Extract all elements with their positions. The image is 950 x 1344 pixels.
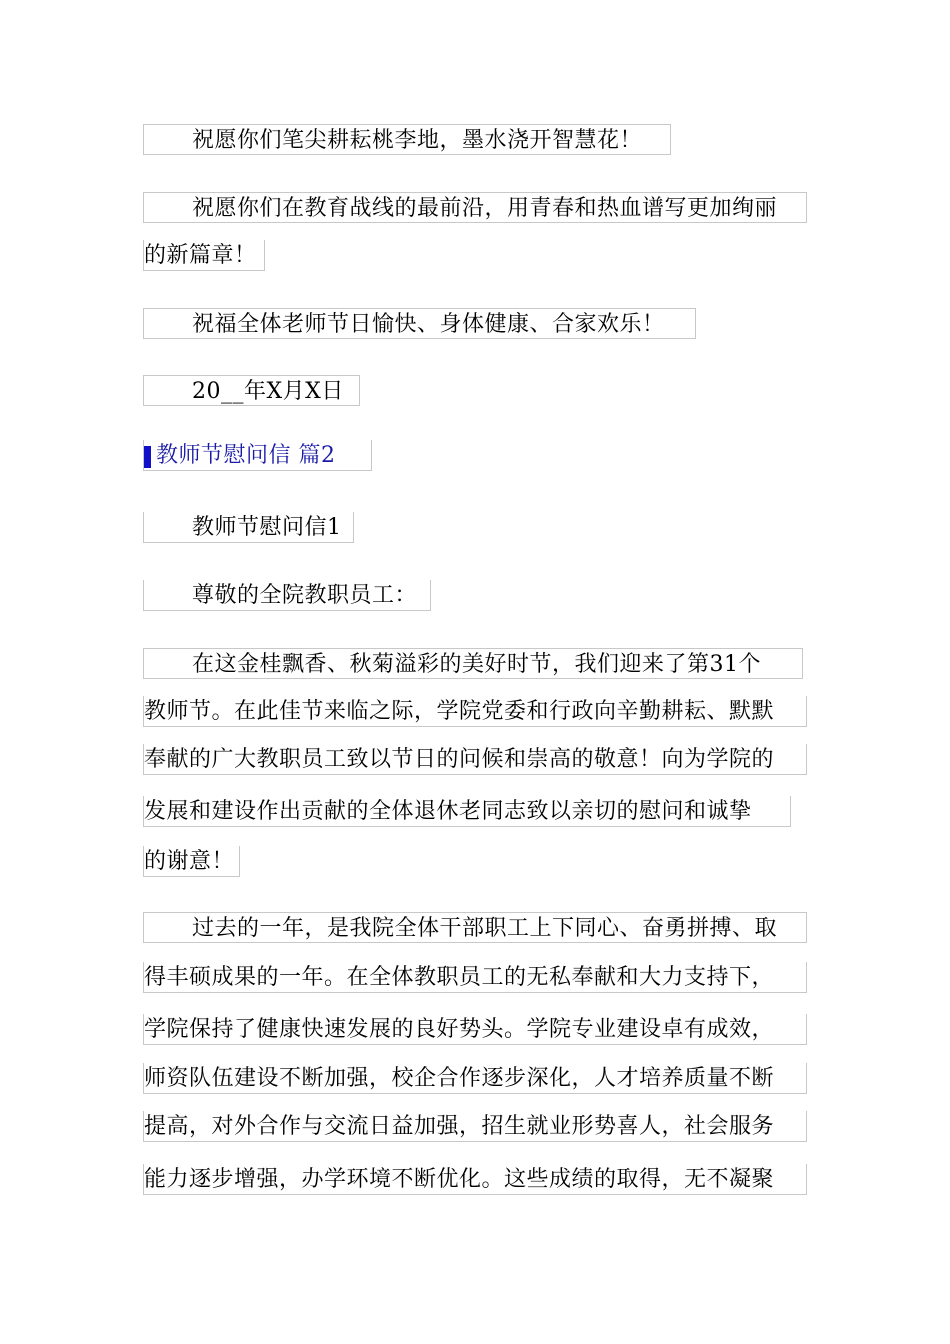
salutation: 尊敬的全院教职员工： xyxy=(143,580,431,611)
letter-title: 教师节慰问信1 xyxy=(143,512,354,543)
text-line: 在这金桂飘香、秋菊溢彩的美好时节，我们迎来了第31个 xyxy=(143,648,803,679)
section-heading xyxy=(143,440,372,471)
heading-marker-icon xyxy=(144,446,151,468)
text-line: 的新篇章！ xyxy=(143,240,265,271)
text-line: 提高，对外合作与交流日益加强，招生就业形势喜人，社会服务 xyxy=(143,1111,807,1142)
text-line: 祝福全体老师节日愉快、身体健康、合家欢乐！ xyxy=(143,308,696,339)
text-line: 祝愿你们在教育战线的最前沿，用青春和热血谱写更加绚丽 xyxy=(143,192,807,223)
date-line: 20__年X月X日 xyxy=(143,375,360,406)
text-line: 教师节。在此佳节来临之际，学院党委和行政向辛勤耕耘、默默 xyxy=(143,696,807,727)
text-line: 发展和建设作出贡献的全体退休老同志致以亲切的慰问和诚挚 xyxy=(143,796,791,827)
text-line: 学院保持了健康快速发展的良好势头。学院专业建设卓有成效， xyxy=(143,1014,807,1045)
text-line: 的谢意！ xyxy=(143,846,240,877)
text-line: 奉献的广大教职员工致以节日的问候和崇高的敬意！向为学院的 xyxy=(143,744,807,775)
text-line: 过去的一年，是我院全体干部职工上下同心、奋勇拼搏、取 xyxy=(143,912,807,943)
text-line: 得丰硕成果的一年。在全体教职员工的无私奉献和大力支持下， xyxy=(143,962,807,993)
text-line: 祝愿你们笔尖耕耘桃李地，墨水浇开智慧花！ xyxy=(143,124,671,155)
section-heading-text: 教师节慰问信 篇2 xyxy=(156,443,336,468)
text-line: 能力逐步增强，办学环境不断优化。这些成绩的取得，无不凝聚 xyxy=(143,1164,807,1195)
text-line: 师资队伍建设不断加强，校企合作逐步深化，人才培养质量不断 xyxy=(143,1063,807,1094)
